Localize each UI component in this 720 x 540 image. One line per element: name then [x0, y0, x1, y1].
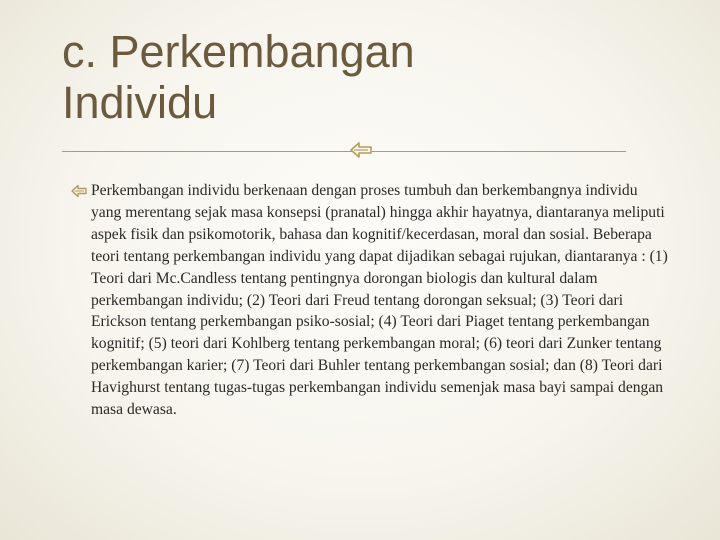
slide-title-line2: Individu: [62, 77, 218, 128]
bullet-paragraph: Perkembangan individu berkenaan dengan proses tumbuh dan berkembangnya individu yang merentang sejak masa konsepsi (pranatal) hingga akhir hayatnya, diantaranya meliputi aspek fisik dan psikomotorik, bahasa dan kognitif/kecerdasan, moral dan sosial. Beberapa teori tentang perkembangan individu yang dapat dijadikan sebagai rujukan, diantaranya : (1) Teori dari Mc.Candless tentang pentingnya dorongan biologis dan kultural dalam perkembangan individu; (2) Teori dari Freud tentang dorongan seksual; (3) Teori dari Erickson tentang perkembangan psiko-sosial; (4) Teori dari Piaget tentang perkembangan kognitif; (5) teori dari Kohlberg tentang perkembangan moral; (6) teori dari Zunker tentang perkembangan karier; (7) Teori dari Buhler tentang perkembangan sosial; dan (8) Teori dari Havighurst tentang tugas-tugas perkembangan individu semenjak masa bayi sampai dengan masa dewasa.: [91, 182, 668, 419]
title-rule-right: [372, 151, 626, 152]
title-rule-left: [62, 151, 352, 152]
bullet-arrow-icon: [71, 184, 87, 198]
slide-title: [62, 26, 415, 128]
bullet-arrow-icon: [350, 141, 372, 159]
slide-title-line1: c. Perkembangan: [62, 26, 415, 77]
